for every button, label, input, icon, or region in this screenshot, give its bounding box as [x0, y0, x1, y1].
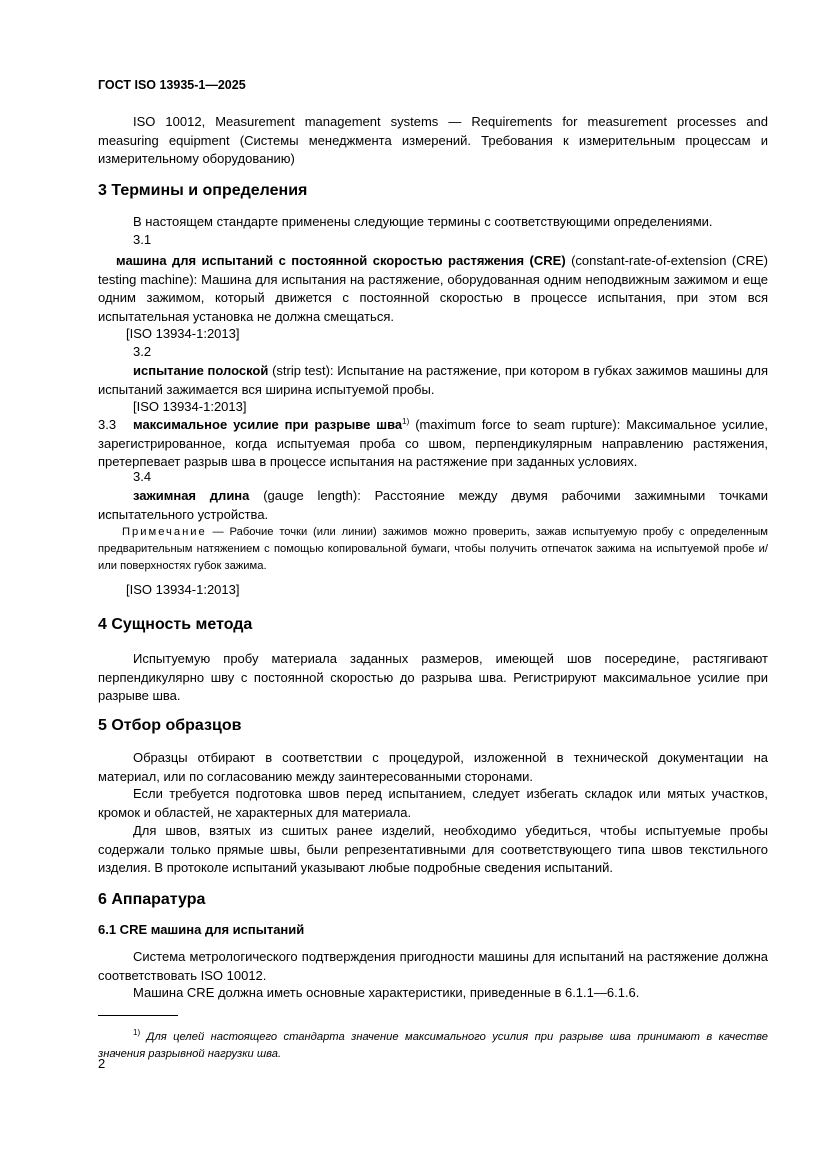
footnote-text: Для целей настоящего стандарта значение максимального усилия при разрыве шва принимают в качестве значения разрывной нагрузки шва.: [98, 1031, 768, 1061]
section-6-paragraph-2: Машина CRE должна иметь основные характеристики, приведенные в 6.1.1—6.1.6.: [133, 985, 640, 1000]
term-3-4-number: 3.4: [133, 469, 152, 484]
section-6-paragraph-1: Система метрологического подтверждения пригодности машины для испытаний на растяжение должна соответствовать ISO 10012.: [98, 949, 768, 983]
term-3-3-definition: [98, 416, 768, 472]
footnote-divider: [98, 1015, 178, 1016]
note-text: — Рабочие точки (или линии) зажимов можно проверить, зажав испытуемую пробу с определенным предварительным натяжением с помощью копировальной бумаги, чтобы получить отпечаток зажима на испытуемой пробе и/или поверхностях губок зажима.: [98, 526, 768, 572]
footnote: [98, 1029, 768, 1063]
term-3-1-definition: [98, 252, 768, 326]
term-3-4-source: [ISO 13934-1:2013]: [126, 582, 240, 597]
term-3-3-number: 3.3: [98, 417, 117, 432]
term-3-3-term: максимальное усилие при разрыве шва: [133, 417, 403, 432]
document-header: ГОСТ ISO 13935-1—2025: [98, 78, 246, 92]
term-3-2-source: [ISO 13934-1:2013]: [133, 399, 247, 414]
term-3-4-term: зажимная длина: [133, 488, 250, 503]
section-4-paragraph: Испытуемую пробу материала заданных размеров, имеющей шов посередине, растягивают перпендикулярно шву с постоянной скоростью до разрыва шва. Регистрируют максимальное усилие при разрыве шва.: [98, 651, 768, 703]
term-3-1-number: 3.1: [133, 232, 152, 247]
note-label: Примечание: [122, 526, 207, 538]
page-number: 2: [98, 1056, 106, 1071]
term-3-2-term: испытание полоской: [133, 363, 269, 378]
section-5-paragraph-3: Для швов, взятых из сшитых ранее изделий, необходимо убедиться, чтобы испытуемые пробы содержали только прямые швы, были репрезентативными для соответствующего типа швов текстильного изделия. В протоколе испытаний указывают любые подробные сведения испытаний.: [98, 823, 768, 875]
section-6-heading: 6 Аппаратура: [98, 891, 206, 908]
term-3-1-source: [ISO 13934-1:2013]: [126, 326, 240, 341]
term-3-2-number: 3.2: [133, 344, 152, 359]
term-3-2-text: (strip test): Испытание на растяжение, при котором в губках зажимов машины для испытаний зажимается вся ширина испытуемой пробы.: [98, 363, 769, 397]
term-3-4-definition: [98, 487, 768, 524]
term-3-3-text: (maximum force to seam rupture): Максимальное усилие, зарегистрированное, когда испытуемая проба со швом, перпендикулярным направлению растяжения, претерпевает разрыв шва в процессе испытания на растяжение при заданных условиях.: [98, 417, 768, 469]
section-5-paragraph-2: Если требуется подготовка швов перед испытанием, следует избегать складок или мятых участков, кромок и областей, не характерных для материала.: [98, 786, 768, 820]
footnote-mark: 1): [133, 1028, 141, 1038]
footnote-ref-1: 1): [402, 417, 410, 426]
section-3-heading: 3 Термины и определения: [98, 182, 308, 199]
term-3-4-text: (gauge length): Расстояние между двумя рабочими зажимными точками испытательного устройства.: [98, 488, 768, 522]
term-3-4-note: [98, 524, 768, 575]
section-4-heading: 4 Сущность метода: [98, 616, 253, 633]
subsection-6-1-heading: 6.1 CRE машина для испытаний: [98, 922, 305, 937]
term-3-1-term: машина для испытаний с постоянной скоростью растяжения (CRE): [116, 253, 566, 268]
term-3-1-text: (constant-rate-of-extension (CRE) testing machine): Машина для испытания на растяжение, оборудованная одним неподвижным зажимом и еще одним зажимом, который движется с постоянной скоростью в процессе испытания, при этом вся испытательная установка не должна смещаться.: [98, 253, 768, 324]
section-5-heading: 5 Отбор образцов: [98, 717, 242, 734]
section-3-intro: В настоящем стандарте применены следующие термины с соответствующими определениями.: [133, 214, 713, 229]
term-3-2-definition: [98, 362, 768, 399]
reference-iso-10012: ISO 10012, Measurement management systems — Requirements for measurement processes and measuring equipment (Системы менеджмента измерений. Требования к измерительным процессам и измерительному оборудованию): [98, 114, 768, 166]
section-5-paragraph-1: Образцы отбирают в соответствии с процедурой, изложенной в технической документации на материал, или по согласованию между заинтересованными сторонами.: [98, 750, 768, 784]
